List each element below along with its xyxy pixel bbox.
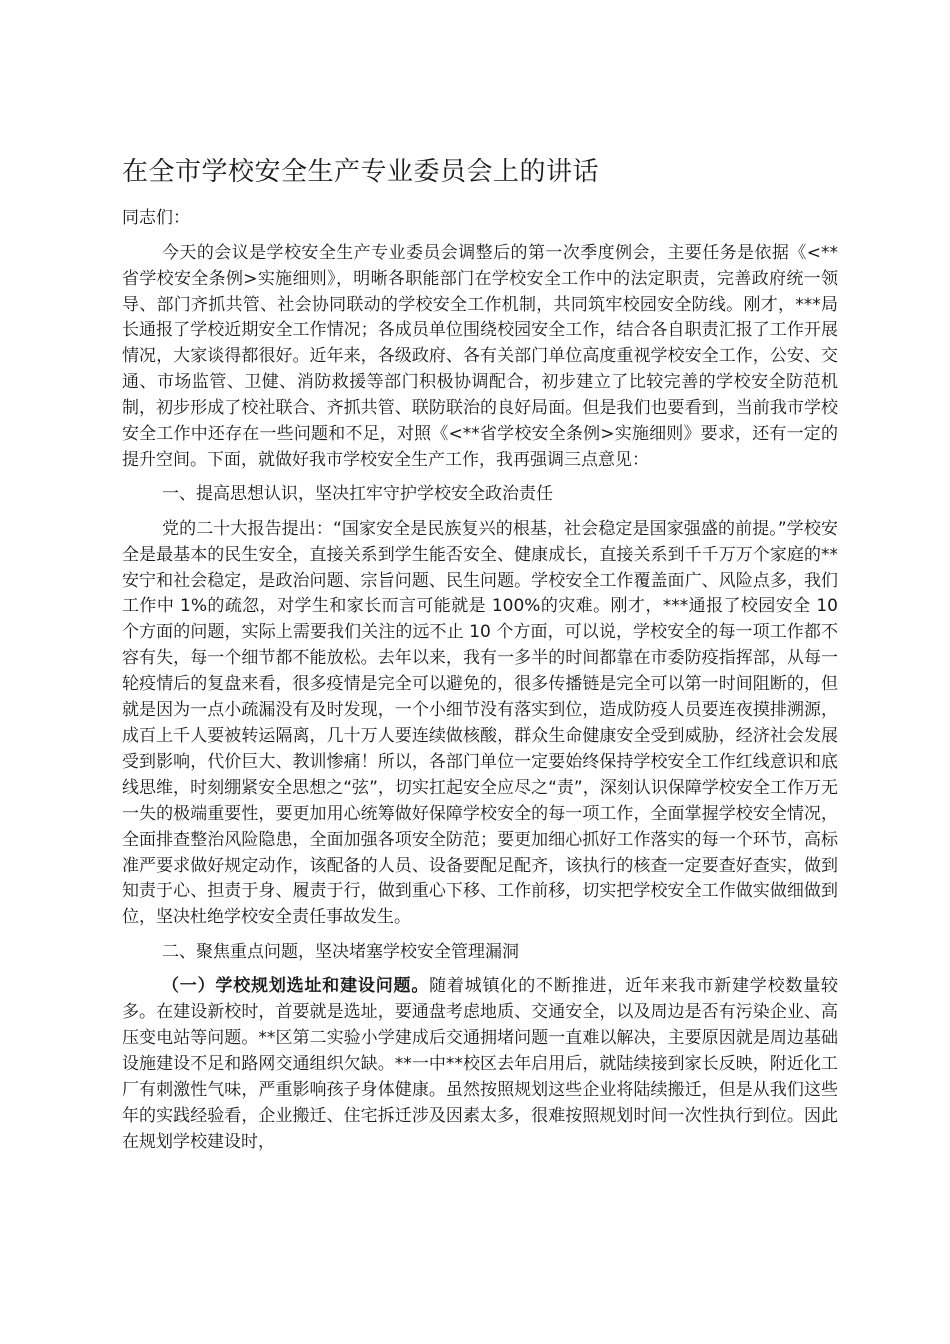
salutation: 同志们： — [122, 208, 190, 228]
intro-paragraph: 今天的会议是学校安全生产专业委员会调整后的第一次季度例会，主要任务是依据《<**省学校安全条例>实施细则》，明晰各职能部门在学校安全工作中的法定职责，完善政府统一领导、部门齐抓共管、社会协同联动的学校安全工作机制，共同筑牢校园安全防线。刚才，***局长通报了学校近期安全工作情况；各成员单位围绕校园安全工作，结合各自职责汇报了工作开展情况，大家谈得都很好。近年来，各级政府、各有关部门单位高度重视学校安全工作，公安、交通、市场监管、卫健、消防救援等部门积极协调配合，初步建立了比较完善的学校安全防范机制，初步形成了校社联合、齐抓共管、联防联治的良好局面。但是我们也要看到，当前我市学校安全工作中还存在一些问题和不足，对照《<**省学校安全条例>实施细则》要求，还有一定的提升空间。下面，就做好我市学校安全生产工作，我再强调三点意见： — [122, 242, 838, 470]
section-2-heading: 二、聚焦重点问题，坚决堵塞学校安全管理漏洞 — [162, 941, 519, 962]
section-1-heading: 一、提高思想认识，坚决扛牢守护学校安全政治责任 — [162, 484, 553, 505]
subsection-1-text: 随着城镇化的不断推进，近年来我市新建学校数量较多。在建设新校时，首要就是选址，要通盘考虑地质、交通安全，以及周边是否有污染企业、高压变电站等问题。**区第二实验小学建成后交通拥堵问题一直难以解决，主要原因就是周边基础设施建设不足和路网交通组织欠缺。**一中**校区去年启用后，就陆续接到家长反映，附近化工厂有刺激性气味，严重影响孩子身体健康。虽然按照规划这些企业将陆续搬迁，但是从我们这些年的实践经验看，企业搬迁、住宅拆迁涉及因素太多，很难按照规划时间一次性执行到位。因此在规划学校建设时， — [122, 976, 839, 1152]
subsection-1-paragraph — [122, 974, 838, 1155]
document-body — [122, 206, 838, 1156]
document-title: 在全市学校安全生产专业委员会上的讲话 — [122, 157, 600, 187]
subsection-1-lead: （一）学校规划选址和建设问题。 — [162, 976, 430, 997]
section-1-paragraph: 党的二十大报告提出：“国家安全是民族复兴的根基，社会稳定是国家强盛的前提。”学校安全是最基本的民生安全，直接关系到学生能否安全、健康成长，直接关系到千千万万个家庭的**安宁和社会稳定，是政治问题、宗旨问题、民生问题。学校安全工作覆盖面广、风险点多，我们工作中 1%的疏忽，对学生和家长而言可能就是 100%的灾难。刚才，***通报了校园安全 10 个方面的问题，实际上需要我们关注的远不止 10 个方面，可以说，学校安全的每一项工作都不容有失，每一个细节都不能放松。去年以来，我有一多半的时间都靠在市委防疫指挥部，从每一轮疫情后的复盘来看，很多疫情是完全可以避免的，很多传播链是完全可以第一时间阻断的，但就是因为一点小疏漏没有及时发现，一个小细节没有落实到位，造成防疫人员要连夜摸排溯源，成百上千人要被转运隔离，几十万人要连续做核酸，群众生命健康安全受到威胁，经济社会发展受到影响，代价巨大、教训惨痛！所以，各部门单位一定要始终保持学校安全工作红线意识和底线思维，时刻绷紧安全思想之“弦”，切实扛起安全应尽之“责”，深刻认识保障学校安全工作万无一失的极端重要性，要更加用心统筹做好保障学校安全的每一项工作，全面掌握学校安全情况，全面排查整治风险隐患，全面加强各项安全防范；要更加细心抓好工作落实的每一个环节，高标准严要求做好规定动作，该配备的人员、设备要配足配齐，该执行的核查一定要查好查实，做到知责于心、担责于身、履责于行，做到重心下移、工作前移，切实把学校安全工作做实做细做到位，坚决杜绝学校安全责任事故发生。 — [122, 518, 838, 928]
